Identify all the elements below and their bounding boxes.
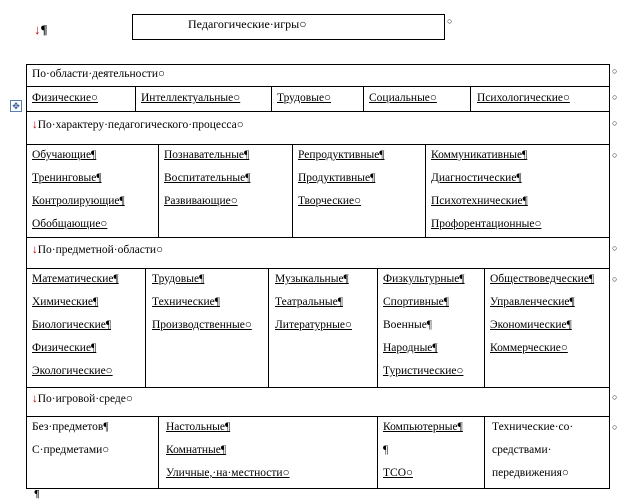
list-item: Репродуктивные¶ <box>298 149 385 161</box>
section-header-environment: ↓По·игровой·среде○ <box>32 393 133 405</box>
end-of-row-mark: ○ <box>612 150 618 160</box>
end-of-row-mark: ○ <box>447 16 453 26</box>
list-item: Обществоведческие¶ <box>490 273 595 285</box>
paragraph-mark: ↓¶ <box>34 22 48 37</box>
page-title: Педагогические·игры○ <box>188 17 307 31</box>
list-item: Компьютерные¶ <box>383 421 463 433</box>
table-cell: Психологические○ <box>477 92 570 104</box>
list-item: С·предметами○ <box>32 444 110 456</box>
list-item: Технические·со· <box>492 421 574 433</box>
list-item: Психотехнические¶ <box>431 195 528 207</box>
list-item: Военные¶ <box>383 319 433 331</box>
list-item: Без·предметов¶ <box>32 421 109 433</box>
list-item: передвижения○ <box>492 467 569 479</box>
list-item: Диагностические¶ <box>431 172 522 184</box>
list-item: Настольные¶ <box>166 421 231 433</box>
section-header-process: ↓По·характеру·педагогического·процесса○ <box>32 119 244 131</box>
list-item: Контролирующие¶ <box>32 195 125 207</box>
list-item: Творческие○ <box>298 195 362 207</box>
end-of-row-mark: ○ <box>612 66 618 76</box>
title-box <box>132 14 445 40</box>
list-item: Продуктивные¶ <box>298 172 376 184</box>
list-item: Тренинговые¶ <box>32 172 102 184</box>
section-header-activity: По·области·деятельности○ <box>32 68 165 80</box>
list-item: Коммерческие○ <box>490 342 568 354</box>
list-item: Экономические¶ <box>490 319 572 331</box>
list-item: Физкультурные¶ <box>383 273 465 285</box>
list-item: Комнатные¶ <box>166 444 227 456</box>
list-item: ¶ <box>383 444 389 456</box>
table-cell: Интеллектуальные○ <box>141 92 241 104</box>
list-item: Обучающие¶ <box>32 149 97 161</box>
list-item: Управленческие¶ <box>490 296 575 308</box>
list-item: Театральные¶ <box>275 296 343 308</box>
list-item: Развивающие○ <box>164 195 238 207</box>
list-item: Музыкальные¶ <box>275 273 349 285</box>
end-of-row-mark: ○ <box>612 392 618 402</box>
list-item: Познавательные¶ <box>164 149 250 161</box>
end-of-row-mark: ○ <box>612 274 618 284</box>
list-item: Производственные○ <box>152 319 252 331</box>
list-item: Химические¶ <box>32 296 99 308</box>
list-item: Уличные,·на·местности○ <box>166 467 290 479</box>
end-of-row-mark: ○ <box>612 92 618 102</box>
list-item: Спортивные¶ <box>383 296 449 308</box>
list-item: Воспитательные¶ <box>164 172 251 184</box>
list-item: Коммуникативные¶ <box>431 149 528 161</box>
list-item: Трудовые¶ <box>152 273 205 285</box>
list-item: Биологические¶ <box>32 319 112 331</box>
table-move-handle-icon[interactable]: ✥ <box>10 100 22 112</box>
list-item: ТСО○ <box>383 467 413 479</box>
paragraph-mark: ¶ <box>34 489 40 500</box>
list-item: Профорентационные○ <box>431 218 542 230</box>
list-item: Технические¶ <box>152 296 220 308</box>
list-item: Туристические○ <box>383 365 464 377</box>
list-item: средствами· <box>492 444 552 456</box>
table-cell: Трудовые○ <box>277 92 332 104</box>
end-of-row-mark: ○ <box>612 422 618 432</box>
list-item: Экологические○ <box>32 365 113 377</box>
list-item: Народные¶ <box>383 342 438 354</box>
list-item: Литературные○ <box>275 319 352 331</box>
end-of-row-mark: ○ <box>612 243 618 253</box>
table-cell: Физические○ <box>32 92 99 104</box>
list-item: Физические¶ <box>32 342 97 354</box>
table-cell: Социальные○ <box>369 92 437 104</box>
end-of-row-mark: ○ <box>612 118 618 128</box>
list-item: Обобщающие○ <box>32 218 108 230</box>
list-item: Математические¶ <box>32 273 119 285</box>
section-header-subject: ↓По·предметной·области○ <box>32 244 164 256</box>
